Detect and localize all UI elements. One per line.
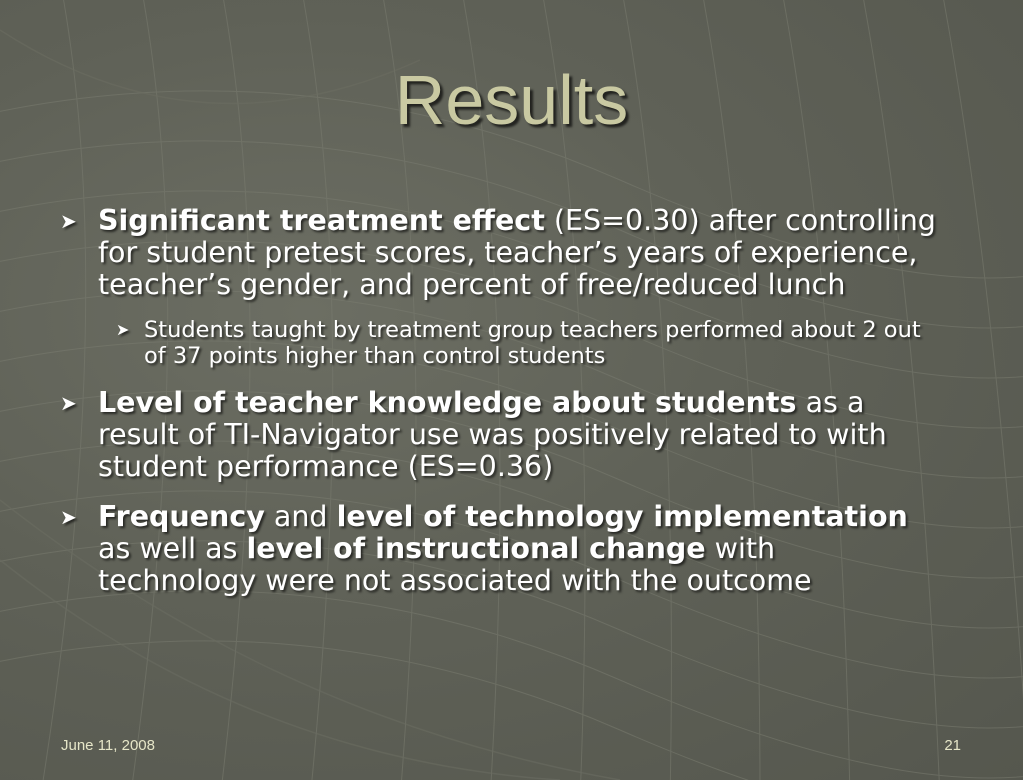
bullet-item [60, 501, 940, 597]
bullet-text: (ES=0.30) after controlling for student pretest scores, teacher’s years of experience, teacher’s gender, and percent of free/reduced lunch [98, 204, 936, 301]
bullet-text: with technology were not associated with the outcome [98, 532, 812, 597]
bullet-text: as well as [98, 532, 247, 565]
arrow-right-bullet-icon: ➤ [60, 209, 77, 233]
bullet-text-bold: level of instructional change [246, 532, 706, 565]
arrow-right-bullet-icon: ➤ [60, 391, 77, 415]
arrow-right-bullet-icon: ➤ [116, 320, 130, 339]
bullet-text-bold: Frequency [98, 500, 265, 533]
arrow-right-bullet-icon: ➤ [60, 505, 77, 529]
bullet-text-bold: level of technology implementation [336, 500, 908, 533]
bullet-item [60, 205, 940, 301]
bullet-text-bold: Level of teacher knowledge about students [98, 386, 797, 419]
footer-date: June 11, 2008 [61, 737, 155, 754]
sub-bullet-text: Students taught by treatment group teachers performed about 2 out of 37 points higher than control students [144, 317, 921, 369]
bullet-text-bold: Significant treatment effect [98, 204, 545, 237]
bullet-item [60, 387, 940, 483]
bullet-text: as a result of TI-Navigator use was positively related to with student performance (ES=0.36) [98, 386, 887, 483]
page-number: 21 [944, 737, 961, 754]
sub-bullet-item [60, 317, 940, 369]
bullet-list [60, 205, 940, 615]
bullet-text: and [264, 500, 337, 533]
slide-title: Results [394, 61, 629, 139]
